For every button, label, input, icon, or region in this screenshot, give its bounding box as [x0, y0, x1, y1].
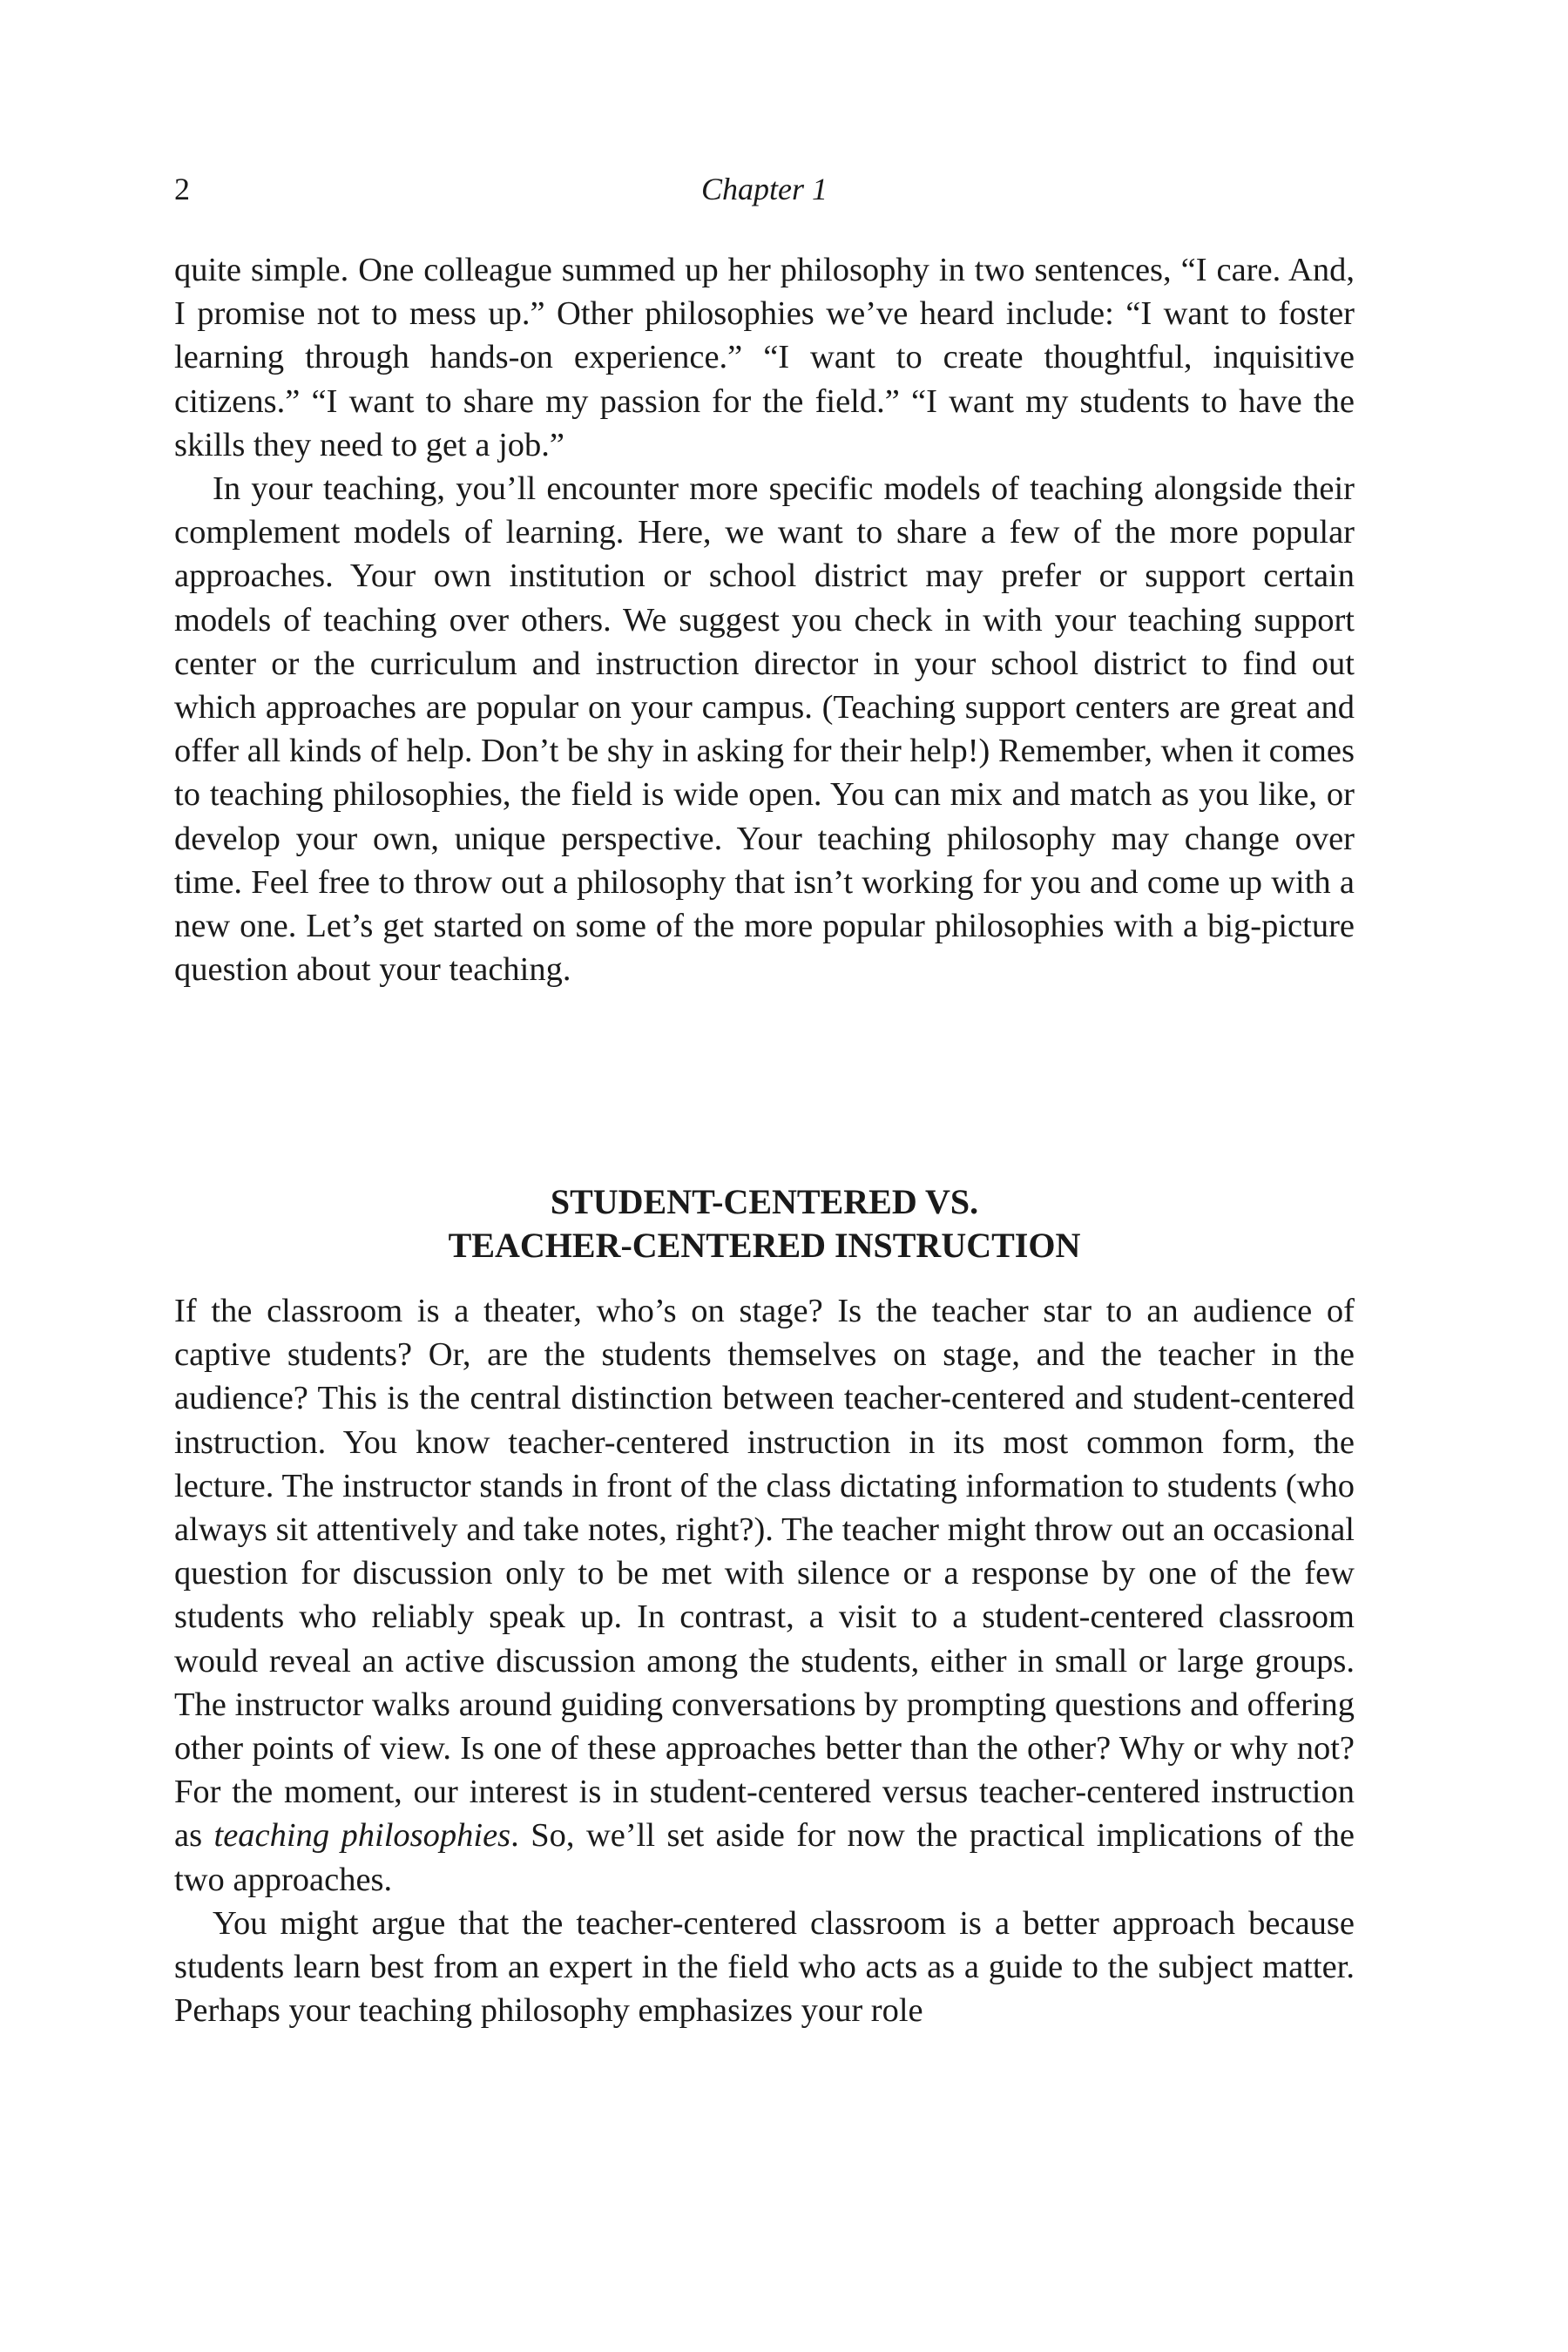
paragraph-teacher-centered-argument: You might argue that the teacher-centered classroom is a better approach because students learn best from an expert in the field who acts as a guide to the subject matter. Perhaps your teaching philosophy emphasizes your role [174, 1904, 1355, 2030]
section-heading-line-1: STUDENT-CENTERED VS. [550, 1182, 979, 1221]
paragraph-text-part: If the classroom is a theater, who’s on stage? Is the teacher star to an audience of captive students? Or, are the students themselves on stage, and the teacher in the audience? This is the central distinction between teacher-centered and student-centered instruction. You know teacher-centered instruction in its most common form, the lecture. The instructor stands in front of the class dictating information to students (who always sit attentively and take notes, right?). The teacher might throw out an occasional question for discussion only to be met with silence or a response by one of the few students who reliably speak up. In contrast, a visit to a student-centered classroom would reveal an active discussion among the students, either in small or large groups. The instructor walks around guiding conversations by prompting questions and offering other points of view. Is one of these approaches better than the other? Why or why not? For the moment, our interest is in student-centered versus teacher-centered instruction as [174, 1293, 1355, 1855]
running-head [174, 167, 1355, 211]
intro-text-block [174, 248, 1355, 991]
page-number: 2 [174, 172, 190, 206]
chapter-title: Chapter 1 [700, 172, 828, 206]
paragraph-text-part: . So, we’ll set aside for now the practical implications of the two approaches. [174, 1817, 1355, 1898]
section-heading-line-2: TEACHER-CENTERED INSTRUCTION [448, 1226, 1081, 1265]
paragraph-theater-analogy [174, 1289, 1355, 1902]
emphasis-teaching-philosophies: teaching philosophies [213, 1817, 511, 1855]
section-heading [174, 1180, 1355, 1267]
paragraph-continued: quite simple. One colleague summed up her philosophy in two sentences, “I care. And, I promise not to mess up.” Other philosophies we’ve heard include: “I want to foster learning through hands-on experience.” “I want to create thoughtful, inquisitive citizens.” “I want to share my passion for the field.” “I want my students to have the skills they need to get a job.” [174, 252, 1355, 463]
paragraph-teaching-models: In your teaching, you’ll encounter more specific models of teaching alongside their complement models of learning. Here, we want to share a few of the more popular approaches. Your own institution or school district may prefer or support certain models of teaching over others. We suggest you check in with your teaching support center or the curriculum and instruction director in your school district to find out which approaches are popular on your campus. (Teaching support centers are great and offer all kinds of help. Don’t be shy in asking for their help!) Remember, when it comes to teaching philosophies, the field is wide open. You can mix and match as you like, or develop your own, unique perspective. Your teaching philosophy may change over time. Feel free to throw out a philosophy that isn’t working for you and come up with a new one. Let’s get started on some of the more popular philosophies with a big-picture question about your teaching. [174, 470, 1355, 989]
section-text-block [174, 1289, 1355, 2032]
